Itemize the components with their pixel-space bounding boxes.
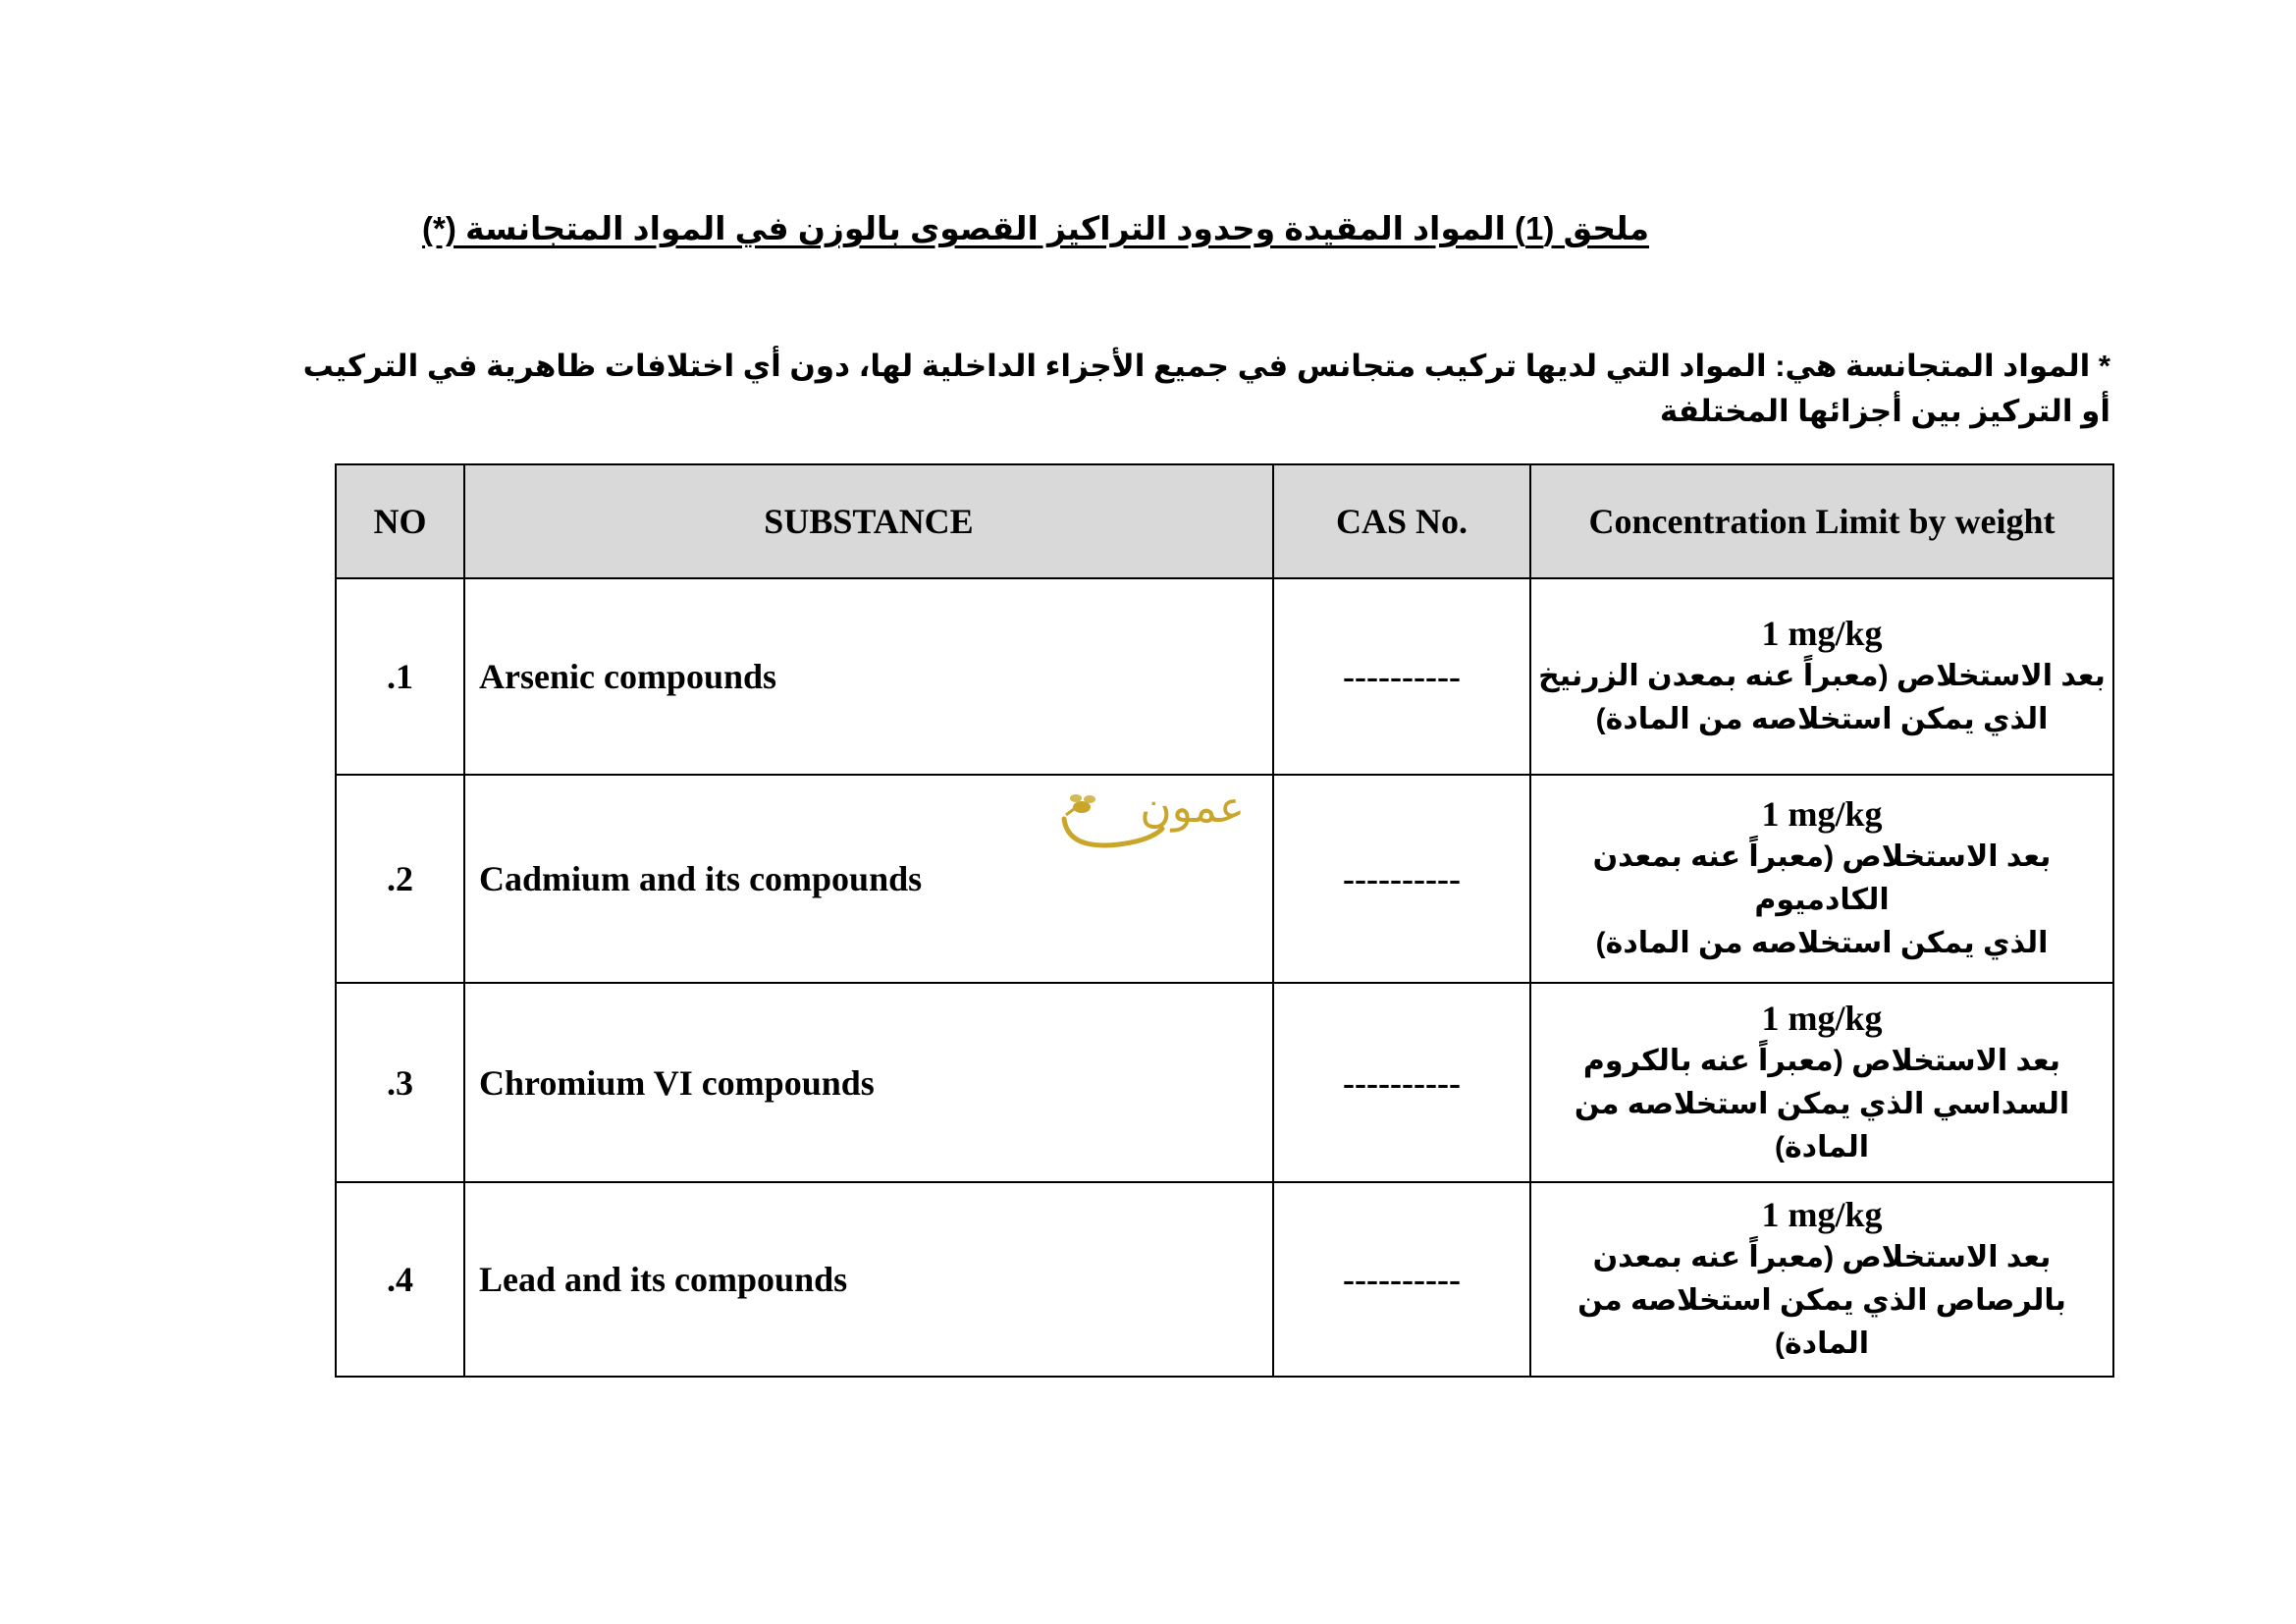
limit-note: بعد الاستخلاص (معبراً عنه بمعدن بالرصاص الذي يمكن استخلاصه من المادة) bbox=[1577, 1241, 2066, 1360]
cas-number: ---------- bbox=[1273, 1182, 1530, 1377]
bee-icon bbox=[1060, 789, 1168, 854]
table-row bbox=[336, 983, 2113, 1182]
row-number: .4 bbox=[336, 1182, 464, 1377]
limit-note: بعد الاستخلاص (معبراً عنه بالكروم السداسي الذي يمكن استخلاصه من المادة) bbox=[1574, 1044, 2070, 1164]
limit-value: 1 mg/kg bbox=[1761, 1195, 1883, 1234]
limit-note: بعد الاستخلاص (معبراً عنه بمعدن الكادميوم الذي يمكن استخلاصه من المادة) bbox=[1592, 840, 2052, 959]
substance-name: Cadmium and its compounds bbox=[464, 775, 1273, 983]
concentration-limit bbox=[1530, 983, 2113, 1182]
substance-name: Arsenic compounds bbox=[464, 578, 1273, 775]
page-title: ملحق (1) المواد المقيدة وحدود التراكيز القصوى بالوزن في المواد المتجانسة (*) bbox=[422, 210, 1649, 246]
limit-note: بعد الاستخلاص (معبراً عنه بمعدن الزرنيخ الذي يمكن استخلاصه من المادة) bbox=[1538, 660, 2106, 735]
cas-number: ---------- bbox=[1273, 775, 1530, 983]
concentration-limit bbox=[1530, 1182, 2113, 1377]
substance-name: Chromium VI compounds bbox=[464, 983, 1273, 1182]
row-number: .1 bbox=[336, 578, 464, 775]
substances-table bbox=[335, 463, 2114, 1378]
concentration-limit bbox=[1530, 578, 2113, 775]
table-row bbox=[336, 1182, 2113, 1377]
cas-number: ---------- bbox=[1273, 983, 1530, 1182]
header-no: NO bbox=[336, 464, 464, 578]
limit-value: 1 mg/kg bbox=[1761, 998, 1883, 1038]
table-row bbox=[336, 578, 2113, 775]
table-header-row bbox=[336, 464, 2113, 578]
concentration-limit bbox=[1530, 775, 2113, 983]
limit-value: 1 mg/kg bbox=[1761, 614, 1883, 653]
ammon-watermark-logo bbox=[1060, 784, 1256, 852]
limit-value: 1 mg/kg bbox=[1761, 794, 1883, 834]
header-substance: SUBSTANCE bbox=[464, 464, 1273, 578]
definition-note: * المواد المتجانسة هي: المواد التي لديها تركيب متجانس في جميع الأجزاء الداخلية لها، دون أي اختلافات ظاهرية في التركيب أو التركيز بين أجزائها المختلفة bbox=[302, 349, 2110, 428]
watermark-text: عمون bbox=[1140, 783, 1245, 833]
row-number: .2 bbox=[336, 775, 464, 983]
substance-name: Lead and its compounds bbox=[464, 1182, 1273, 1377]
header-cas: CAS No. bbox=[1273, 464, 1530, 578]
header-limit: Concentration Limit by weight bbox=[1530, 464, 2113, 578]
row-number: .3 bbox=[336, 983, 464, 1182]
cas-number: ---------- bbox=[1273, 578, 1530, 775]
